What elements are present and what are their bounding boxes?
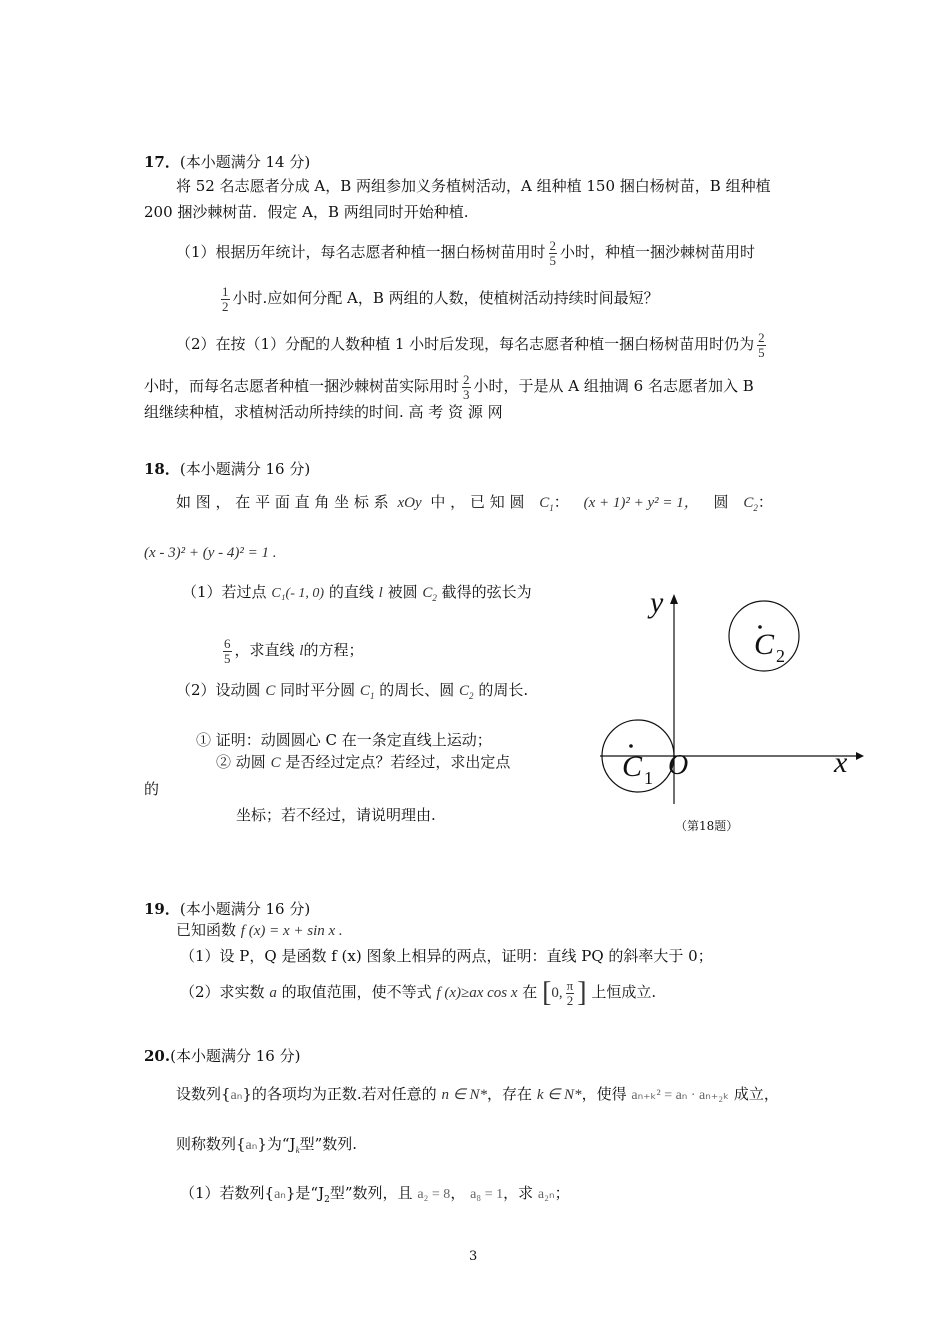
- x-axis-label: x: [834, 746, 848, 779]
- q17-sub1: （1）根据历年统计，每名志愿者种植一捆白杨树苗用时 $\frac{2}{5}$ 小时，种植一捆沙棘树苗用时: [176, 237, 756, 268]
- q18-sub1-cont: $\frac{6}{5}$ ，求直线 l的方程；: [224, 635, 364, 666]
- q19-heading: 19．(本小题满分 16 分): [144, 900, 311, 918]
- fraction-pi-2: $\frac{\pi}{2}$: [566, 977, 574, 1008]
- fraction-6-5: $\frac{6}{5}$: [224, 635, 231, 666]
- y-axis-arrow: [670, 594, 678, 604]
- c2-label: C: [754, 628, 775, 661]
- q17-para1: 将 52 名志愿者分成 A，B 两组参加义务植树活动，A 组种植 150 捆白杨树苗，B 组种植: [176, 177, 771, 195]
- q20-para2: 则称数列{aₙ}为“$J_k$型”数列.: [176, 1135, 358, 1155]
- q19-score: (本小题满分 16 分): [179, 900, 311, 918]
- origin-label: O: [668, 750, 689, 781]
- q17-sub2-cont: 小时，而每名志愿者种植一捆沙棘树苗实际用时 $\frac{2}{3}$ 小时，于是从 A 组抽调 6 名志愿者加入 B: [144, 371, 754, 402]
- q18-sub2-de: 的: [144, 780, 160, 798]
- fraction-2-3: $\frac{2}{3}$: [463, 371, 470, 402]
- q18-sub2-iii: 坐标；若不经过，请说明理由.: [236, 806, 436, 824]
- q18-number: 18: [144, 460, 165, 478]
- q18-sub2-ii: ② 动圆 C 是否经过定点？若经过，求出定点: [216, 753, 511, 771]
- fraction-1-2: $\frac{1}{2}$: [222, 283, 229, 314]
- q20-sub1: （1）若数列{aₙ}是“$J_2$型”数列，且 a₂ = 8， a₈ = 1，求 a₂ₙ；: [180, 1184, 570, 1205]
- q17-para2: 200 捆沙棘树苗．假定 A，B 两组同时开始种植.: [144, 203, 469, 221]
- c1-label-sub: 1: [644, 768, 653, 788]
- q19-sub1: （1）设 P，Q 是函数 f (x) 图象上相异的两点，证明：直线 PQ 的斜率大于 0；: [180, 947, 713, 965]
- q18-intro: 如 图 ， 在 平 面 直 角 坐 标 系 xOy 中 ， 已 知 圆 $C_1$： (x + 1)² + y² = 1， 圆 $C_2$：: [176, 493, 773, 513]
- q18-figure: [598, 588, 868, 813]
- q17-heading: 17．(本小题满分 14 分): [144, 153, 311, 171]
- q18-eq2: (x - 3)² + (y - 4)² = 1 .: [144, 545, 277, 561]
- fraction-2-5: $\frac{2}{5}$: [549, 237, 557, 268]
- q17-sub2: （2）在按（1）分配的人数种植 1 小时后发现，每名志愿者种植一捆白杨树苗用时仍为 $\frac{2}{5}$: [176, 329, 765, 360]
- x-axis-arrow: [856, 752, 864, 760]
- fraction-2-5-b: $\frac{2}{5}$: [758, 329, 765, 360]
- q20-score: (本小题满分 16 分): [170, 1047, 301, 1065]
- q20-heading: [144, 1046, 300, 1066]
- q17-sub1-cont: $\frac{1}{2}$ 小时.应如何分配 A，B 两组的人数，使植树活动持续时间最短？: [222, 283, 659, 314]
- q18-sub2: （2）设动圆 C 同时平分圆 $C_1$ 的周长、圆 $C_2$ 的周长.: [176, 681, 529, 701]
- q17-number: 17: [144, 153, 165, 171]
- q19-intro: 已知函数 f (x) = x + sin x .: [176, 921, 343, 939]
- page-number: 3: [469, 1249, 478, 1264]
- c2-label-sub: 2: [776, 646, 785, 666]
- q19-sub2: （2）求实数 a 的取值范围，使不等式 f (x)≥ax cos x 在 [0, $\frac{\pi}{2}$ ] 上恒成立.: [180, 977, 657, 1008]
- q20-number: 20.: [144, 1047, 171, 1065]
- q18-sub1: （1）若过点 C₁(- 1, 0) 的直线 l 被圆 $C_2$ 截得的弦长为: [182, 583, 532, 603]
- figure-caption: （第18题）: [675, 819, 739, 833]
- q17-score: (本小题满分 14 分): [179, 153, 311, 171]
- q17-sub2-end: 组继续种植，求植树活动所持续的时间. 高 考 资 源 网: [144, 403, 503, 421]
- q20-para1: 设数列{aₙ}的各项均为正数.若对任意的 n ∈ N*，存在 k ∈ N*，使得 aₙ₊ₖ² = aₙ · aₙ₊₂ₖ 成立，: [176, 1085, 779, 1103]
- q18-score: (本小题满分 16 分): [179, 460, 311, 478]
- y-axis-label: y: [650, 588, 664, 619]
- c1-label: C: [622, 750, 643, 783]
- q18-heading: 18．(本小题满分 16 分): [144, 460, 311, 478]
- q19-number: 19: [144, 900, 165, 918]
- q18-sub2-i: ① 证明：动圆圆心 C 在一条定直线上运动；: [196, 731, 492, 749]
- center-dot-c1: [629, 744, 633, 748]
